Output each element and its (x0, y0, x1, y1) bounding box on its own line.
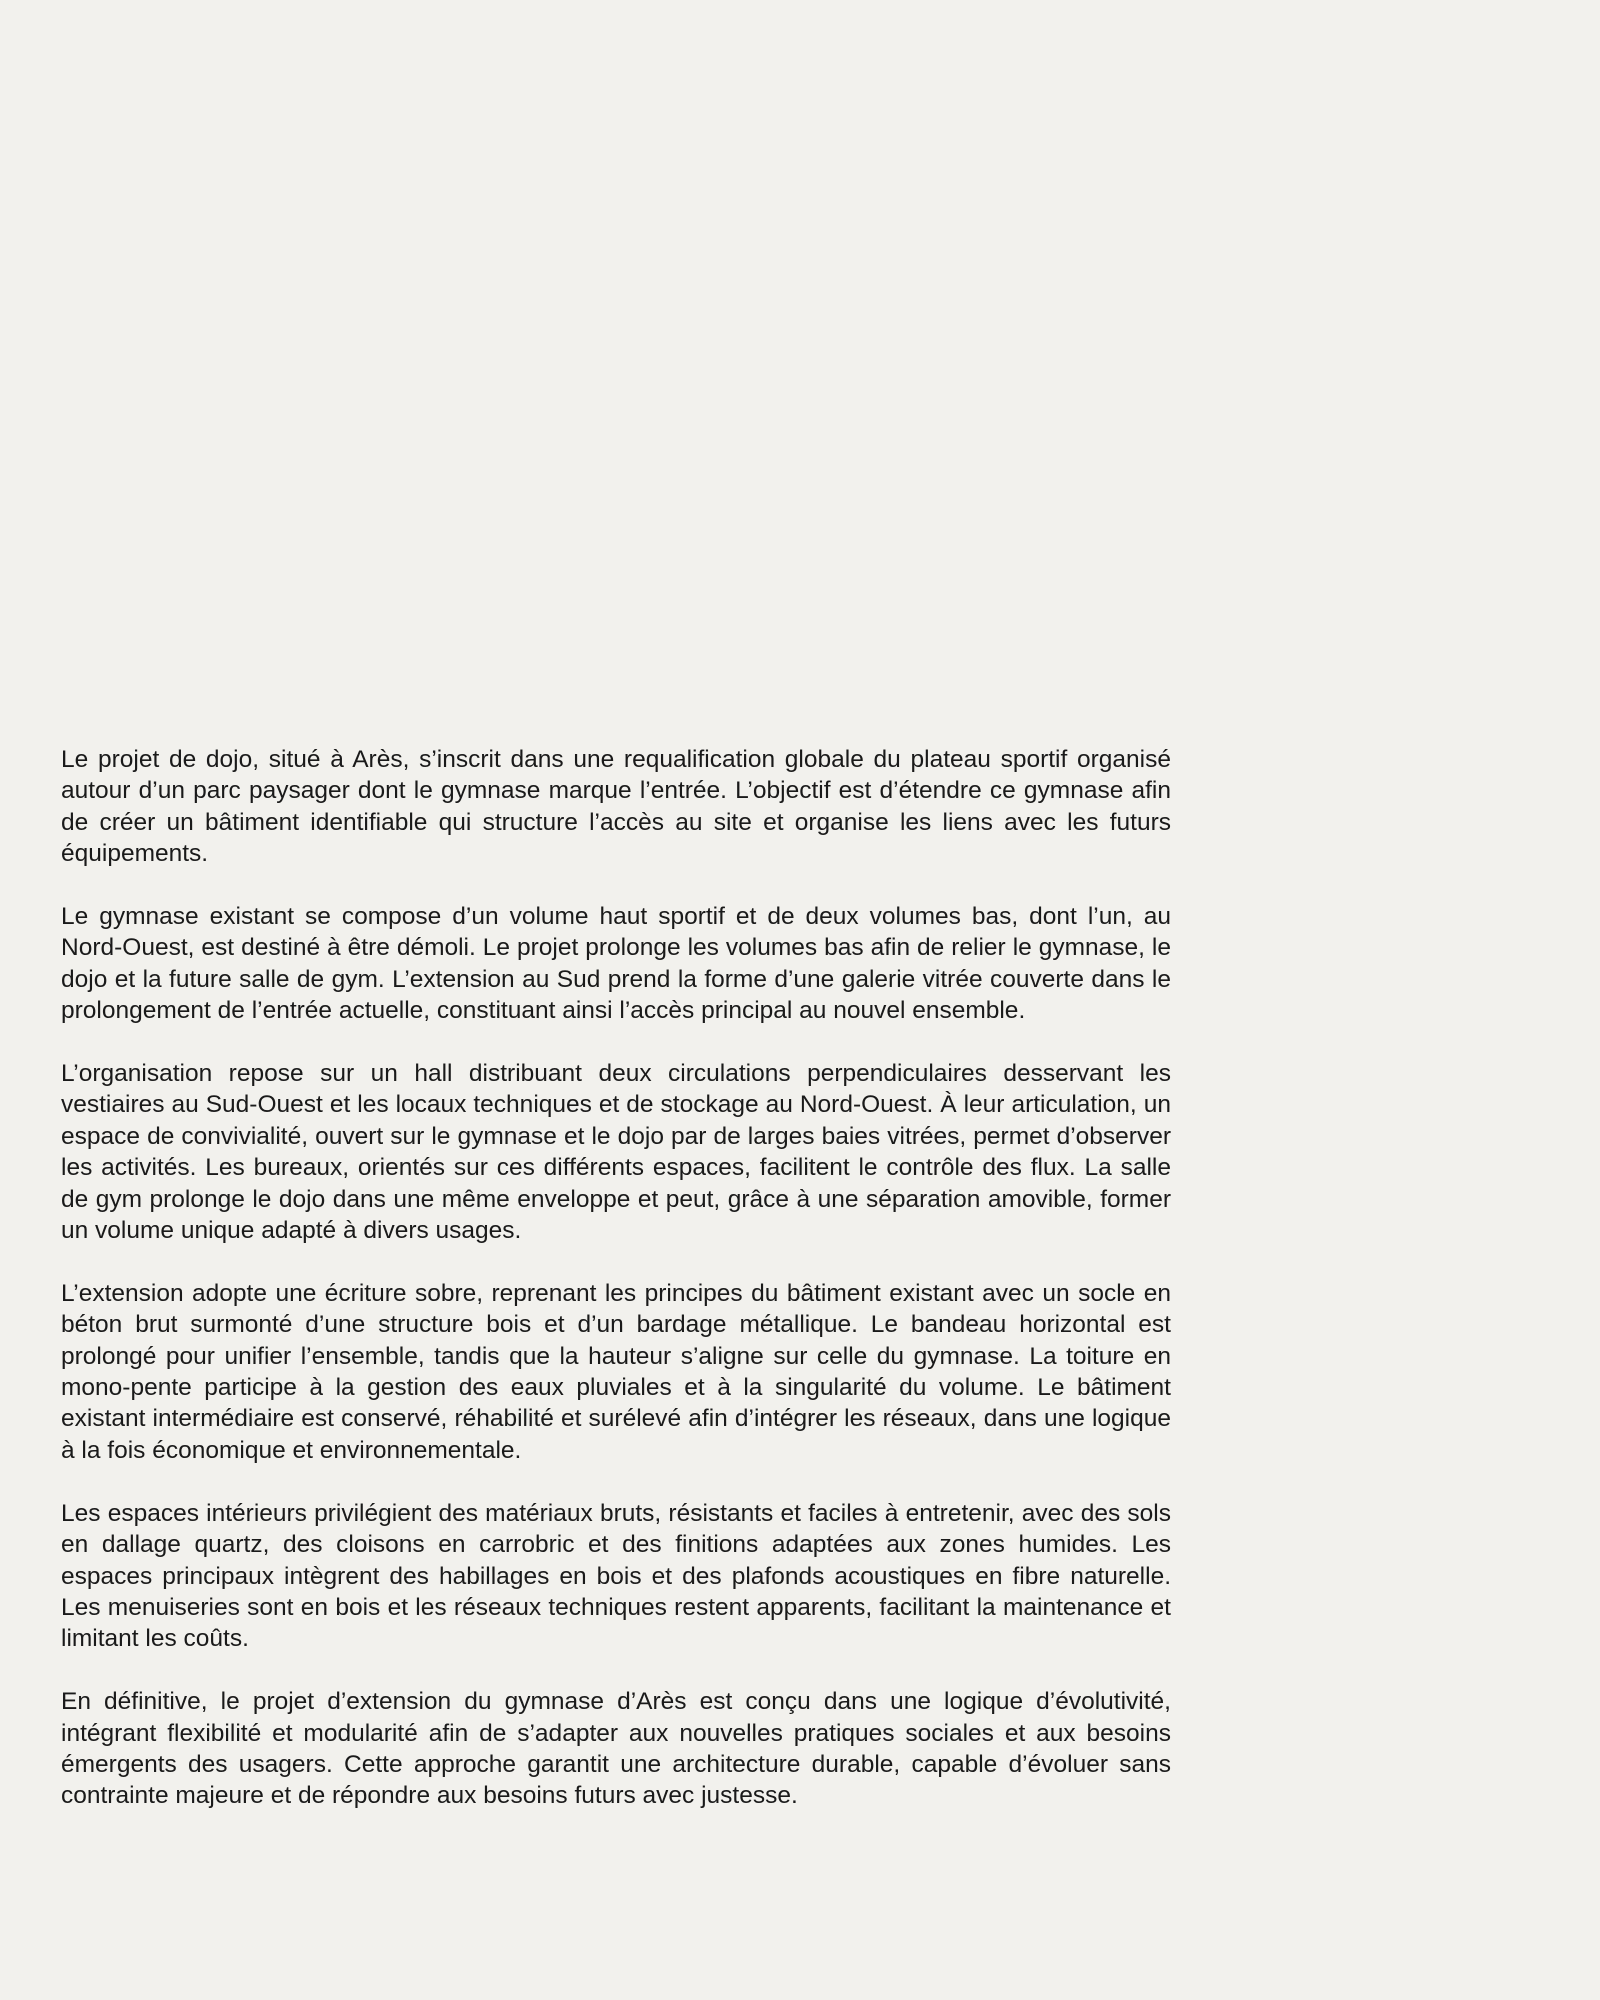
paragraph-intro: Le projet de dojo, situé à Arès, s’inscrit dans une requalification globale du plateau sportif organisé autour d’un parc paysager dont le gymnase marque l’entrée. L’objectif est d’étendre ce gymnase afin de créer un bâtiment identifiable qui structure l’accès au site et organise les liens avec les futurs équipements. (61, 746, 1171, 868)
article-body (61, 744, 1171, 1812)
paragraph-organisation: L’organisation repose sur un hall distribuant deux circulations perpendiculaires desservant les vestiaires au Sud-Ouest et les locaux techniques et de stockage au Nord-Ouest. À leur articulation, un espace de convivialité, ouvert sur le gymnase et le dojo par de larges baies vitrées, permet d’observer les activités. Les bureaux, orientés sur ces différents espaces, facilitent le contrôle des flux. La salle de gym prolonge le dojo dans une même enveloppe et peut, grâce à une séparation amovible, former un volume unique adapté à divers usages. (61, 1060, 1171, 1245)
paragraph-existing-gym: Le gymnase existant se compose d’un volume haut sportif et de deux volumes bas, dont l’un, au Nord-Ouest, est destiné à être démoli. Le projet prolonge les volumes bas afin de relier le gymnase, le dojo et la future salle de gym. L’extension au Sud prend la forme d’une galerie vitrée couverte dans le prolongement de l’entrée actuelle, constituant ainsi l’accès principal au nouvel ensemble. (61, 903, 1171, 1025)
paragraph-extension-design: L’extension adopte une écriture sobre, reprenant les principes du bâtiment existant avec un socle en béton brut surmonté d’une structure bois et d’un bardage métallique. Le bandeau horizontal est prolongé pour unifier l’ensemble, tandis que la hauteur s’aligne sur celle du gymnase. La toiture en mono-pente participe à la gestion des eaux pluviales et à la singularité du volume. Le bâtiment existant intermédiaire est conservé, réhabilité et surélevé afin d’intégrer les réseaux, dans une logique à la fois économique et environnementale. (61, 1279, 1171, 1464)
paragraph-conclusion: En définitive, le projet d’extension du gymnase d’Arès est conçu dans une logique d’évolutivité, intégrant flexibilité et modularité afin de s’adapter aux nouvelles pratiques sociales et aux besoins émergents des usagers. Cette approche garantit une architecture durable, capable d’évoluer sans contrainte majeure et de répondre aux besoins futurs avec justesse. (61, 1688, 1171, 1810)
paragraph-interior-materials: Les espaces intérieurs privilégient des matériaux bruts, résistants et faciles à entretenir, avec des sols en dallage quartz, des cloisons en carrobric et des finitions adaptées aux zones humides. Les espaces principaux intègrent des habillages en bois et des plafonds acoustiques en fibre naturelle. Les menuiseries sont en bois et les réseaux techniques restent apparents, facilitant la maintenance et limitant les coûts. (61, 1499, 1171, 1653)
